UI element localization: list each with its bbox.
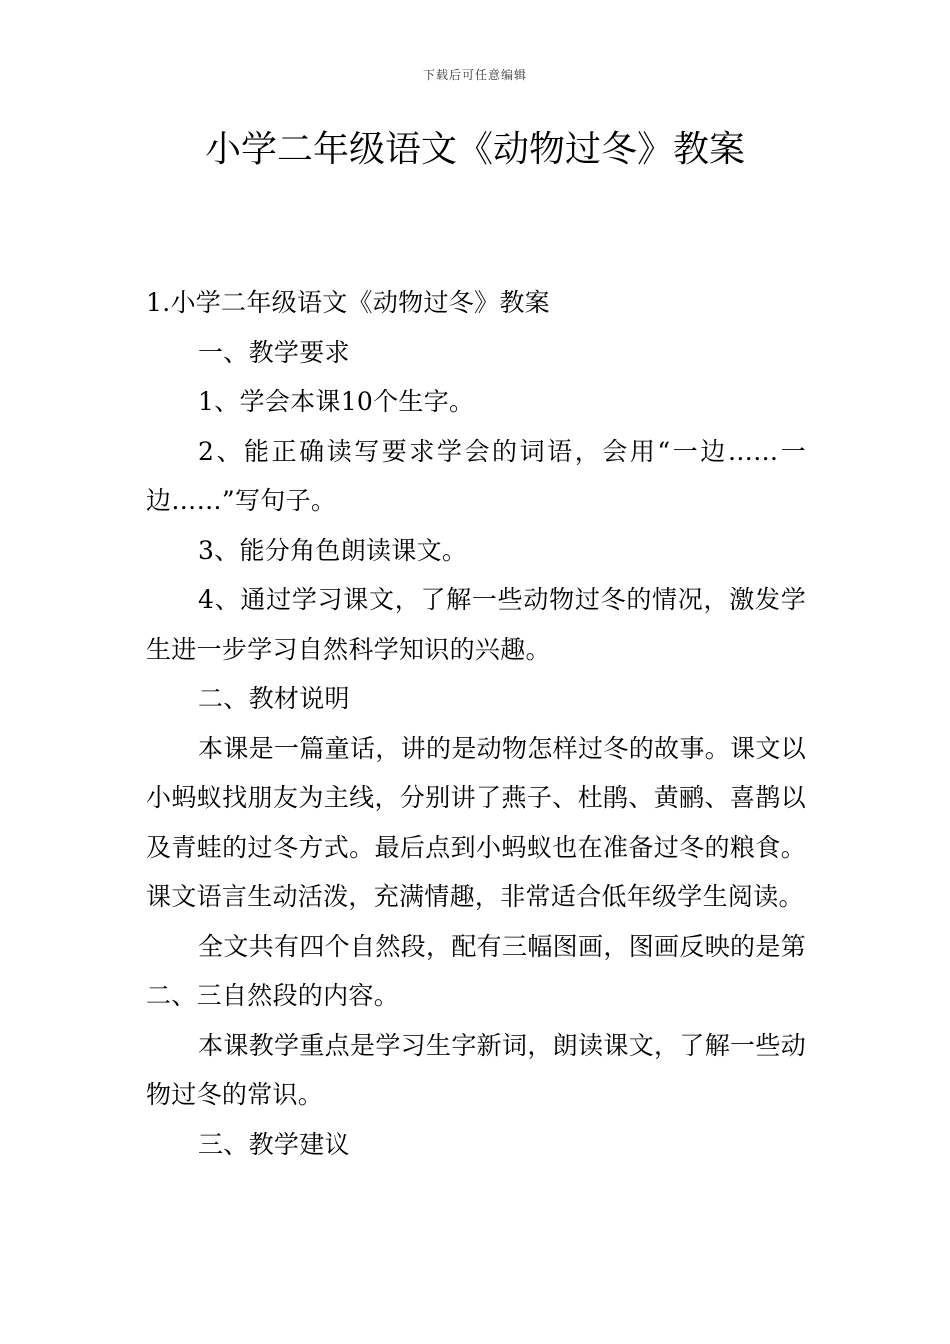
section-heading-teaching-suggestions: 三、教学建议 — [198, 1129, 350, 1159]
paragraph-material-intro: 本课是一篇童话，讲的是动物怎样过冬的故事。课文以小蚂蚁找朋友为主线，分别讲了燕子、杜鹃、黄鹂、喜鹊以及青蛙的过冬方式。最后点到小蚂蚁也在准备过冬的粮食。课文语言生动活泼，充满情趣，非常适合低年级学生阅读。 — [146, 733, 806, 911]
paragraph-heading-line: 1.小学二年级语文《动物过冬》教案 — [146, 288, 550, 317]
document-title: 小学二年级语文《动物过冬》教案 — [204, 129, 745, 170]
paragraph-requirement-2: 2、能正确读写要求学会的词语，会用“一边……一边……”写句子。 — [146, 436, 806, 515]
section-heading-material-description: 二、教材说明 — [198, 684, 350, 713]
paragraph-teaching-focus: 本课教学重点是学习生字新词，朗读课文，了解一些动物过冬的常识。 — [146, 1030, 806, 1109]
paragraph-requirement-1: 1、学会本课10个生字。 — [198, 387, 475, 416]
header-note: 下载后可任意编辑 — [422, 68, 527, 82]
document-body — [146, 278, 806, 1169]
section-heading-teaching-requirements: 一、教学要求 — [198, 337, 350, 367]
paragraph-requirement-3: 3、能分角色朗读课文。 — [198, 535, 468, 565]
paragraph-requirement-4: 4、通过学习课文，了解一些动物过冬的情况，激发学生进一步学习自然科学知识的兴趣。 — [146, 585, 806, 664]
paragraph-material-structure: 全文共有四个自然段，配有三幅图画，图画反映的是第二、三自然段的内容。 — [146, 931, 806, 1010]
